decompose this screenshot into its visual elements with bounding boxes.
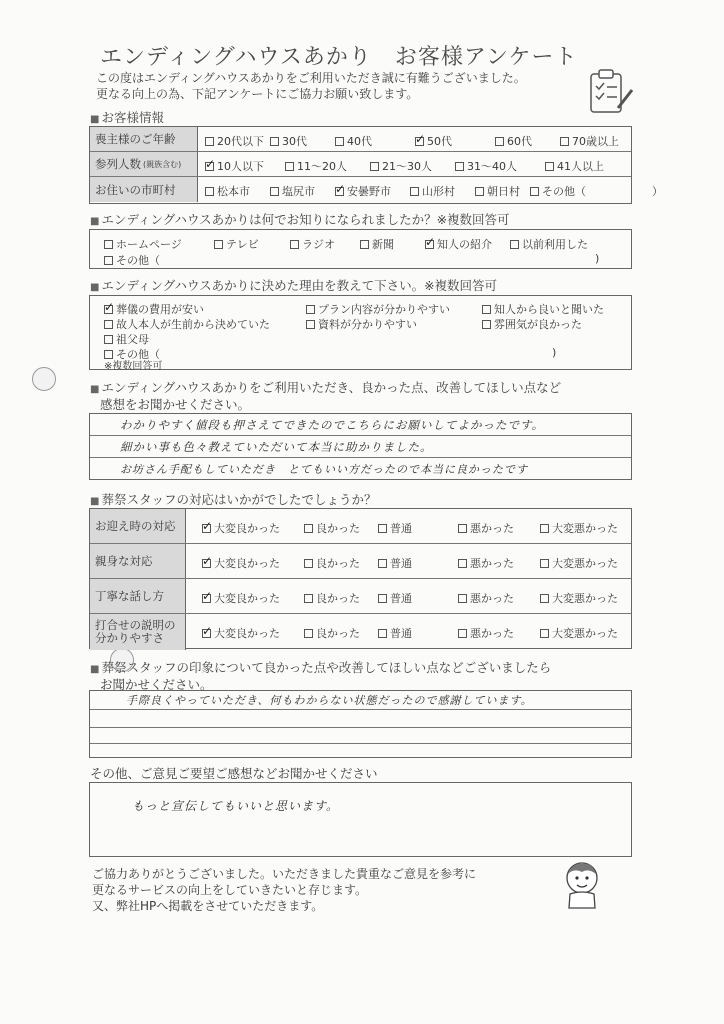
- checkbox-icon[interactable]: [285, 162, 294, 171]
- multiple-answer-note: ※複数回答可: [104, 361, 163, 372]
- how-known-option[interactable]: ✓ 知人の紹介: [425, 236, 492, 252]
- checkbox-icon[interactable]: [270, 137, 279, 146]
- checkbox-icon[interactable]: [270, 187, 279, 196]
- customer-info-option[interactable]: 31～40人: [455, 158, 517, 174]
- section-impression-line2: お聞かせください。: [100, 677, 213, 692]
- checkbox-icon[interactable]: [482, 320, 491, 329]
- checkbox-icon[interactable]: [378, 629, 387, 638]
- customer-info-option[interactable]: ✓ 安曇野市: [335, 183, 391, 199]
- how-known-box: [89, 229, 632, 269]
- rating-option[interactable]: 良かった: [304, 520, 360, 536]
- how-known-option[interactable]: ホームページ: [104, 236, 182, 252]
- checkbox-icon[interactable]: [425, 240, 434, 249]
- rating-option[interactable]: ✓ 大変良かった: [202, 625, 280, 641]
- section-impression: ■ 葬祭スタッフの印象について良かった点や改善してほしい点などございましたら: [90, 658, 551, 676]
- checkbox-icon[interactable]: [202, 559, 211, 568]
- checkbox-icon[interactable]: [458, 594, 467, 603]
- checkbox-icon[interactable]: [205, 137, 214, 146]
- customer-info-option[interactable]: 21～30人: [370, 158, 432, 174]
- customer-info-row: [90, 177, 663, 202]
- checkbox-icon[interactable]: [202, 629, 211, 638]
- customer-info-row: [90, 152, 631, 177]
- page-title: エンディングハウスあかり お客様アンケート: [100, 45, 578, 70]
- feedback-handwritten-2: 細かい事も色々教えていただいて本当に助かりました。: [120, 440, 433, 454]
- customer-info-option[interactable]: 山形村: [410, 183, 455, 199]
- other-box: [89, 782, 632, 857]
- staff-rating-row: [90, 509, 631, 544]
- how-known-option[interactable]: その他（: [104, 252, 160, 268]
- checkbox-icon[interactable]: [290, 240, 299, 249]
- customer-info-table: [89, 126, 663, 204]
- checkbox-icon[interactable]: [104, 305, 113, 314]
- feedback-handwritten-3: お坊さん手配もしていただき とてもいい方だったので本当に良かったです: [120, 463, 528, 476]
- checkbox-icon[interactable]: [214, 240, 223, 249]
- customer-info-option[interactable]: その他（ ）: [530, 183, 663, 199]
- section-feedback: ■ エンディングハウスあかりをご利用いただき、良かった点、改善してほしい点など: [90, 378, 561, 396]
- checkbox-icon[interactable]: [530, 187, 539, 196]
- checkbox-icon[interactable]: [475, 187, 484, 196]
- customer-info-option[interactable]: 朝日村: [475, 183, 520, 199]
- rating-option[interactable]: 良かった: [304, 555, 360, 571]
- checkbox-icon[interactable]: [335, 187, 344, 196]
- customer-info-label: 喪主様のご年齢: [90, 127, 198, 151]
- rating-option[interactable]: 普通: [378, 555, 412, 571]
- staff-rating-table: [89, 508, 632, 649]
- checkbox-icon[interactable]: [482, 305, 491, 314]
- customer-info-label: 参列人数 (親族含む): [90, 152, 198, 176]
- footer-text: ご協力ありがとうございました。いただきました貴重なご意見を参考に 更なるサービスの向上をしていきたいと存じます。 又、弊社HPへ掲載をさせていただきます。: [92, 867, 477, 913]
- section-how-known: ■ エンディングハウスあかりは何でお知りになられましたか？※複数回答可: [90, 210, 510, 228]
- rating-option[interactable]: 普通: [378, 520, 412, 536]
- checkbox-icon[interactable]: [304, 594, 313, 603]
- checkbox-icon[interactable]: [360, 240, 369, 249]
- checkbox-icon[interactable]: [540, 594, 549, 603]
- staff-rating-row: [90, 579, 631, 614]
- checkbox-icon[interactable]: [410, 187, 419, 196]
- impression-box: [89, 690, 632, 758]
- other-handwritten: もっと宣伝してもいいと思います。: [132, 799, 340, 813]
- reason-option[interactable]: ✓葬儀の費用が安い: [104, 301, 204, 317]
- checkbox-icon[interactable]: [205, 162, 214, 171]
- rating-option[interactable]: 普通: [378, 625, 412, 641]
- checkbox-icon[interactable]: [458, 524, 467, 533]
- customer-info-option[interactable]: 70歳以上: [560, 133, 619, 149]
- rating-option[interactable]: 悪かった: [458, 625, 514, 641]
- checkbox-icon[interactable]: [378, 559, 387, 568]
- staff-rating-row: [90, 544, 631, 579]
- customer-info-option[interactable]: ✓ 50代: [415, 133, 452, 149]
- close-paren: ): [595, 252, 600, 265]
- rating-option[interactable]: 大変悪かった: [540, 555, 618, 571]
- staff-rating-label: お迎え時の対応: [90, 509, 186, 543]
- rating-option[interactable]: 大変悪かった: [540, 625, 618, 641]
- rating-option[interactable]: ✓ 大変良かった: [202, 520, 280, 536]
- checkbox-icon[interactable]: [510, 240, 519, 249]
- checkbox-icon[interactable]: [458, 629, 467, 638]
- checkbox-icon[interactable]: [378, 524, 387, 533]
- punch-hole-top: [32, 367, 56, 391]
- reason-option[interactable]: 故人本人が生前から決めていた: [104, 316, 270, 332]
- customer-info-label: お住いの市町村: [90, 177, 198, 202]
- checkbox-icon[interactable]: [304, 629, 313, 638]
- rating-option[interactable]: 悪かった: [458, 555, 514, 571]
- rating-option[interactable]: 大変悪かった: [540, 590, 618, 606]
- section-feedback-line2: 感想をお聞かせください。: [100, 397, 251, 412]
- customer-info-option[interactable]: 松本市: [205, 183, 250, 199]
- section-staff: ■ 葬祭スタッフの対応はいかがでしたでしょうか？: [90, 490, 376, 508]
- staff-rating-row: [90, 614, 631, 650]
- checkbox-icon[interactable]: [458, 559, 467, 568]
- checkbox-icon[interactable]: [455, 162, 464, 171]
- reason-option[interactable]: 資料が分かりやすい: [306, 316, 417, 332]
- checkbox-icon[interactable]: [304, 559, 313, 568]
- checkbox-icon[interactable]: [378, 594, 387, 603]
- how-known-option[interactable]: ラジオ: [290, 236, 335, 252]
- feedback-handwritten-1: わかりやすく値段も押さえてできたのでこちらにお願いしてよかったです。: [120, 418, 545, 432]
- section-other: その他、ご意見ご要望ご感想などお聞かせください: [90, 766, 378, 781]
- reason-option[interactable]: 知人から良いと聞いた: [482, 301, 604, 317]
- how-known-option[interactable]: 以前利用した: [510, 236, 588, 252]
- rating-option[interactable]: 悪かった: [458, 590, 514, 606]
- customer-info-row: [90, 127, 631, 152]
- customer-info-option[interactable]: 11～20人: [285, 158, 347, 174]
- customer-info-option[interactable]: 40代: [335, 133, 372, 149]
- customer-info-option[interactable]: 塩尻市: [270, 183, 315, 199]
- clipboard-icon: [588, 68, 634, 116]
- checkbox-icon[interactable]: [540, 629, 549, 638]
- intro-text: この度はエンディングハウスあかりをご利用いただき誠に有難うございました。 更なる向上の為、下記アンケートにご協力お願い致します。: [96, 71, 526, 101]
- checkbox-icon[interactable]: [495, 137, 504, 146]
- section-reason: ■ エンディングハウスあかりに決めた理由を教えて下さい。※複数回答可: [90, 276, 497, 294]
- close-paren: ): [552, 346, 557, 359]
- checkbox-icon[interactable]: [104, 256, 113, 265]
- checkbox-icon[interactable]: [304, 524, 313, 533]
- feedback-box: [89, 413, 632, 480]
- impression-handwritten: 手際良くやっていただき、何もわからない状態だったので感謝しています。: [126, 694, 533, 707]
- mascot-icon: [562, 858, 602, 912]
- reason-option[interactable]: プラン内容が分かりやすい: [306, 301, 450, 317]
- checkbox-icon[interactable]: [306, 305, 315, 314]
- staff-rating-label: 丁寧な話し方: [90, 579, 186, 613]
- how-known-option[interactable]: テレビ: [214, 236, 259, 252]
- checkbox-icon[interactable]: [104, 335, 113, 344]
- checkbox-icon[interactable]: [540, 559, 549, 568]
- customer-info-option[interactable]: 20代以下: [205, 133, 264, 149]
- rating-option[interactable]: 良かった: [304, 625, 360, 641]
- checkbox-icon[interactable]: [545, 162, 554, 171]
- customer-info-option[interactable]: 41人以上: [545, 158, 604, 174]
- checkbox-icon[interactable]: [202, 594, 211, 603]
- rating-option[interactable]: 大変悪かった: [540, 520, 618, 536]
- reason-option[interactable]: 雰囲気が良かった: [482, 316, 582, 332]
- rating-option[interactable]: ✓ 大変良かった: [202, 590, 280, 606]
- customer-info-option[interactable]: 30代: [270, 133, 307, 149]
- customer-info-option[interactable]: ✓ 10人以下: [205, 158, 264, 174]
- checkbox-icon[interactable]: [104, 240, 113, 249]
- checkbox-icon[interactable]: [306, 320, 315, 329]
- reason-option[interactable]: その他（: [104, 346, 160, 362]
- checkbox-icon[interactable]: [415, 137, 424, 146]
- checkbox-icon[interactable]: [335, 137, 344, 146]
- staff-rating-label: 親身な対応: [90, 544, 186, 578]
- section-customer-info: ■ お客様情報: [90, 108, 164, 126]
- checkbox-icon[interactable]: [202, 524, 211, 533]
- checkbox-icon[interactable]: [104, 320, 113, 329]
- rating-option[interactable]: 悪かった: [458, 520, 514, 536]
- checkbox-icon[interactable]: [560, 137, 569, 146]
- reason-box: [89, 295, 632, 370]
- checkbox-icon[interactable]: [205, 187, 214, 196]
- rating-option[interactable]: ✓ 大変良かった: [202, 555, 280, 571]
- reason-option[interactable]: 祖父母: [104, 331, 149, 347]
- checkbox-icon[interactable]: [540, 524, 549, 533]
- staff-rating-label: 打合せの説明の 分かりやすさ: [90, 614, 186, 650]
- customer-info-option[interactable]: 60代: [495, 133, 532, 149]
- rating-option[interactable]: 普通: [378, 590, 412, 606]
- rating-option[interactable]: 良かった: [304, 590, 360, 606]
- checkbox-icon[interactable]: [370, 162, 379, 171]
- how-known-option[interactable]: 新聞: [360, 236, 394, 252]
